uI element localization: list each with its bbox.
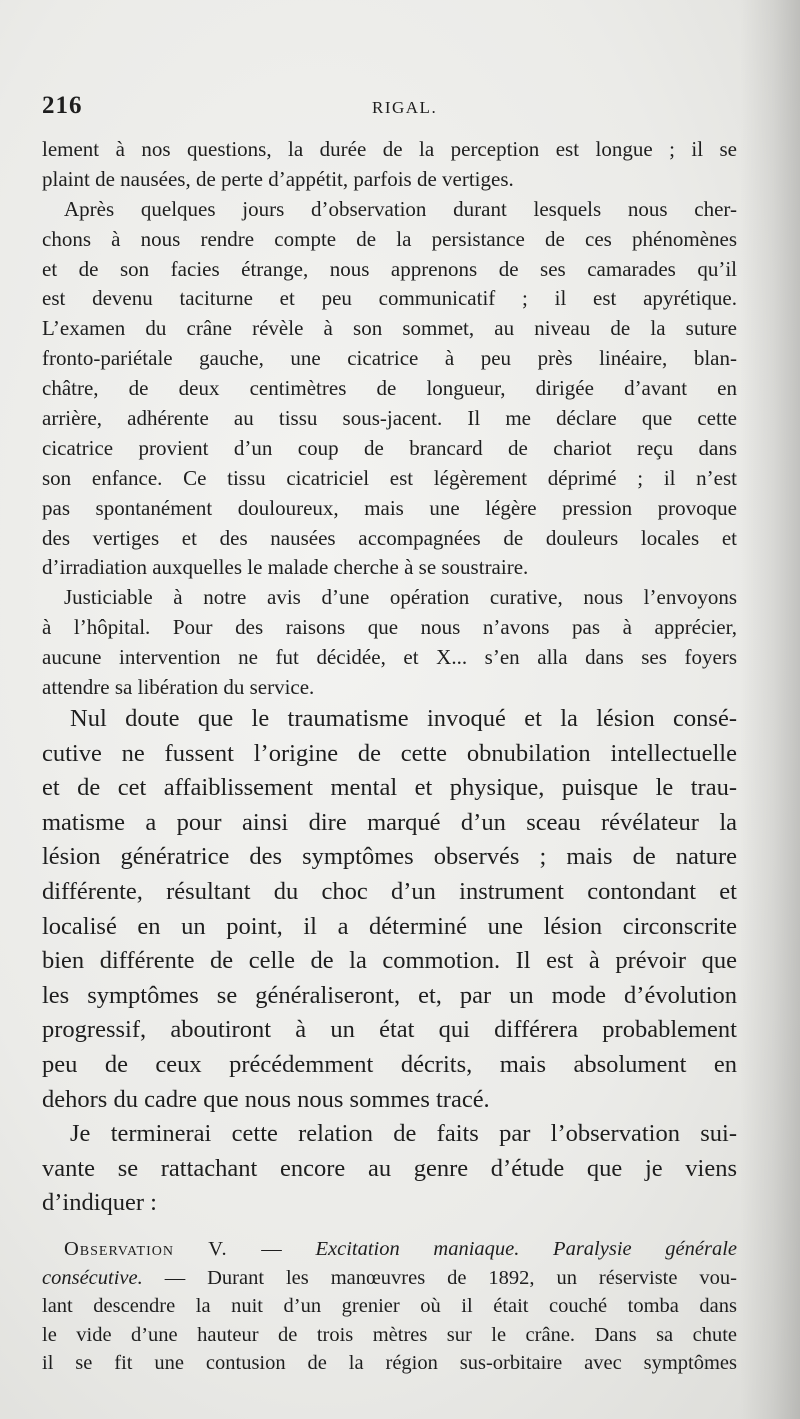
text-line: cicatrice provient d’un coup de brancard de chariot reçu dans <box>42 435 737 460</box>
text-line: Nul doute que le traumatisme invoqué et la lésion consé- <box>70 705 737 732</box>
text-line: pas spontanément douloureux, mais une légère pression provoque <box>42 495 737 520</box>
text-line: le vide d’une hauteur de trois mètres sur le crâne. Dans sa chute <box>42 1323 737 1346</box>
text-line: Après quelques jours d’observation durant lesquels nous cher- <box>64 196 737 221</box>
observation-v <box>42 1235 737 1378</box>
observation-title-end: consécutive. <box>42 1266 143 1289</box>
text-line: bien différente de celle de la commotion. Il est à prévoir que <box>42 947 737 975</box>
text-line: lement à nos questions, la durée de la perception est longue ; il se <box>42 137 737 161</box>
observation-line-2 <box>42 1264 737 1293</box>
text-line: à l’hôpital. Pour des raisons que nous n’avons pas à apprécier, <box>42 615 737 640</box>
text-line: localisé en un point, il a déterminé une lésion circonscrite <box>42 912 737 940</box>
text-line: est devenu taciturne et peu communicatif ; il est apyrétique. <box>42 286 737 311</box>
text-line: et de cet affaiblissement mental et physique, puisque le trau- <box>42 774 737 802</box>
text-line: fronto-pariétale gauche, une cicatrice à peu près linéaire, blan- <box>42 346 737 371</box>
page-shadow-edge <box>740 0 800 1419</box>
page-header <box>42 92 742 126</box>
observation-line-2-text: — Durant les manœuvres de 1892, un réserviste vou- <box>164 1266 737 1289</box>
text-line: son enfance. Ce tissu cicatriciel est légèrement déprimé ; il n’est <box>42 465 737 490</box>
commentary-paragraphs <box>42 702 737 1221</box>
text-line: lésion génératrice des symptômes observés ; mais de nature <box>42 843 737 871</box>
text-line: arrière, adhérente au tissu sous-jacent. Il me déclare que cette <box>42 406 737 431</box>
text-line: plaint de nausées, de perte d’appétit, parfois de vertiges. <box>42 166 514 191</box>
text-line: L’examen du crâne révèle à son sommet, au niveau de la suture <box>42 316 737 341</box>
case-description-paragraphs <box>42 135 737 703</box>
text-line: des vertiges et des nausées accompagnées de douleurs locales et <box>42 525 737 550</box>
running-head: RIGAL. <box>372 98 438 117</box>
observation-dash: — <box>261 1238 282 1260</box>
text-line: Je terminerai cette relation de faits par l’observation sui- <box>70 1120 737 1148</box>
page-number: 216 <box>42 92 83 119</box>
text-line: progressif, aboutiront à un état qui différera probablement <box>42 1016 737 1044</box>
observation-heading-line <box>42 1235 737 1264</box>
text-line: d’irradiation auxquelles le malade cherche à se soustraire. <box>42 555 529 580</box>
text-line: chons à nous rendre compte de la persistance de ces phénomènes <box>42 226 737 251</box>
text-line: Justiciable à notre avis d’une opération curative, nous l’envoyons <box>64 585 737 610</box>
text-line: d’indiquer : <box>42 1189 157 1217</box>
text-line: aucune intervention ne fut décidée, et X... s’en alla dans ses foyers <box>42 645 737 670</box>
text-line: il se fit une contusion de la région sus-orbitaire avec symptômes <box>42 1352 737 1374</box>
text-line: matisme a pour ainsi dire marqué d’un sceau révélateur la <box>42 808 737 836</box>
text-line: lant descendre la nuit d’un grenier où il était couché tomba dans <box>42 1295 737 1317</box>
text-line: les symptômes se généraliseront, et, par un mode d’évolution <box>42 981 737 1009</box>
text-line: cutive ne fussent l’origine de cette obnubilation intellectuelle <box>42 739 737 767</box>
text-line: peu de ceux précédemment décrits, mais absolument en <box>42 1050 737 1078</box>
text-line: dehors du cadre que nous nous sommes tracé. <box>42 1085 490 1113</box>
text-line: et de son facies étrange, nous apprenons de ses camarades qu’il <box>42 256 737 281</box>
text-line: différente, résultant du choc d’un instrument contondant et <box>42 877 737 905</box>
text-line: attendre sa libération du service. <box>42 675 315 700</box>
observation-label: Observation V. <box>64 1238 228 1260</box>
text-line: vante se rattachant encore au genre d’étude que je viens <box>42 1154 737 1182</box>
text-line: châtre, de deux centimètres de longueur, dirigée d’avant en <box>42 376 737 401</box>
observation-title: Excitation maniaque. Paralysie générale <box>315 1238 738 1260</box>
